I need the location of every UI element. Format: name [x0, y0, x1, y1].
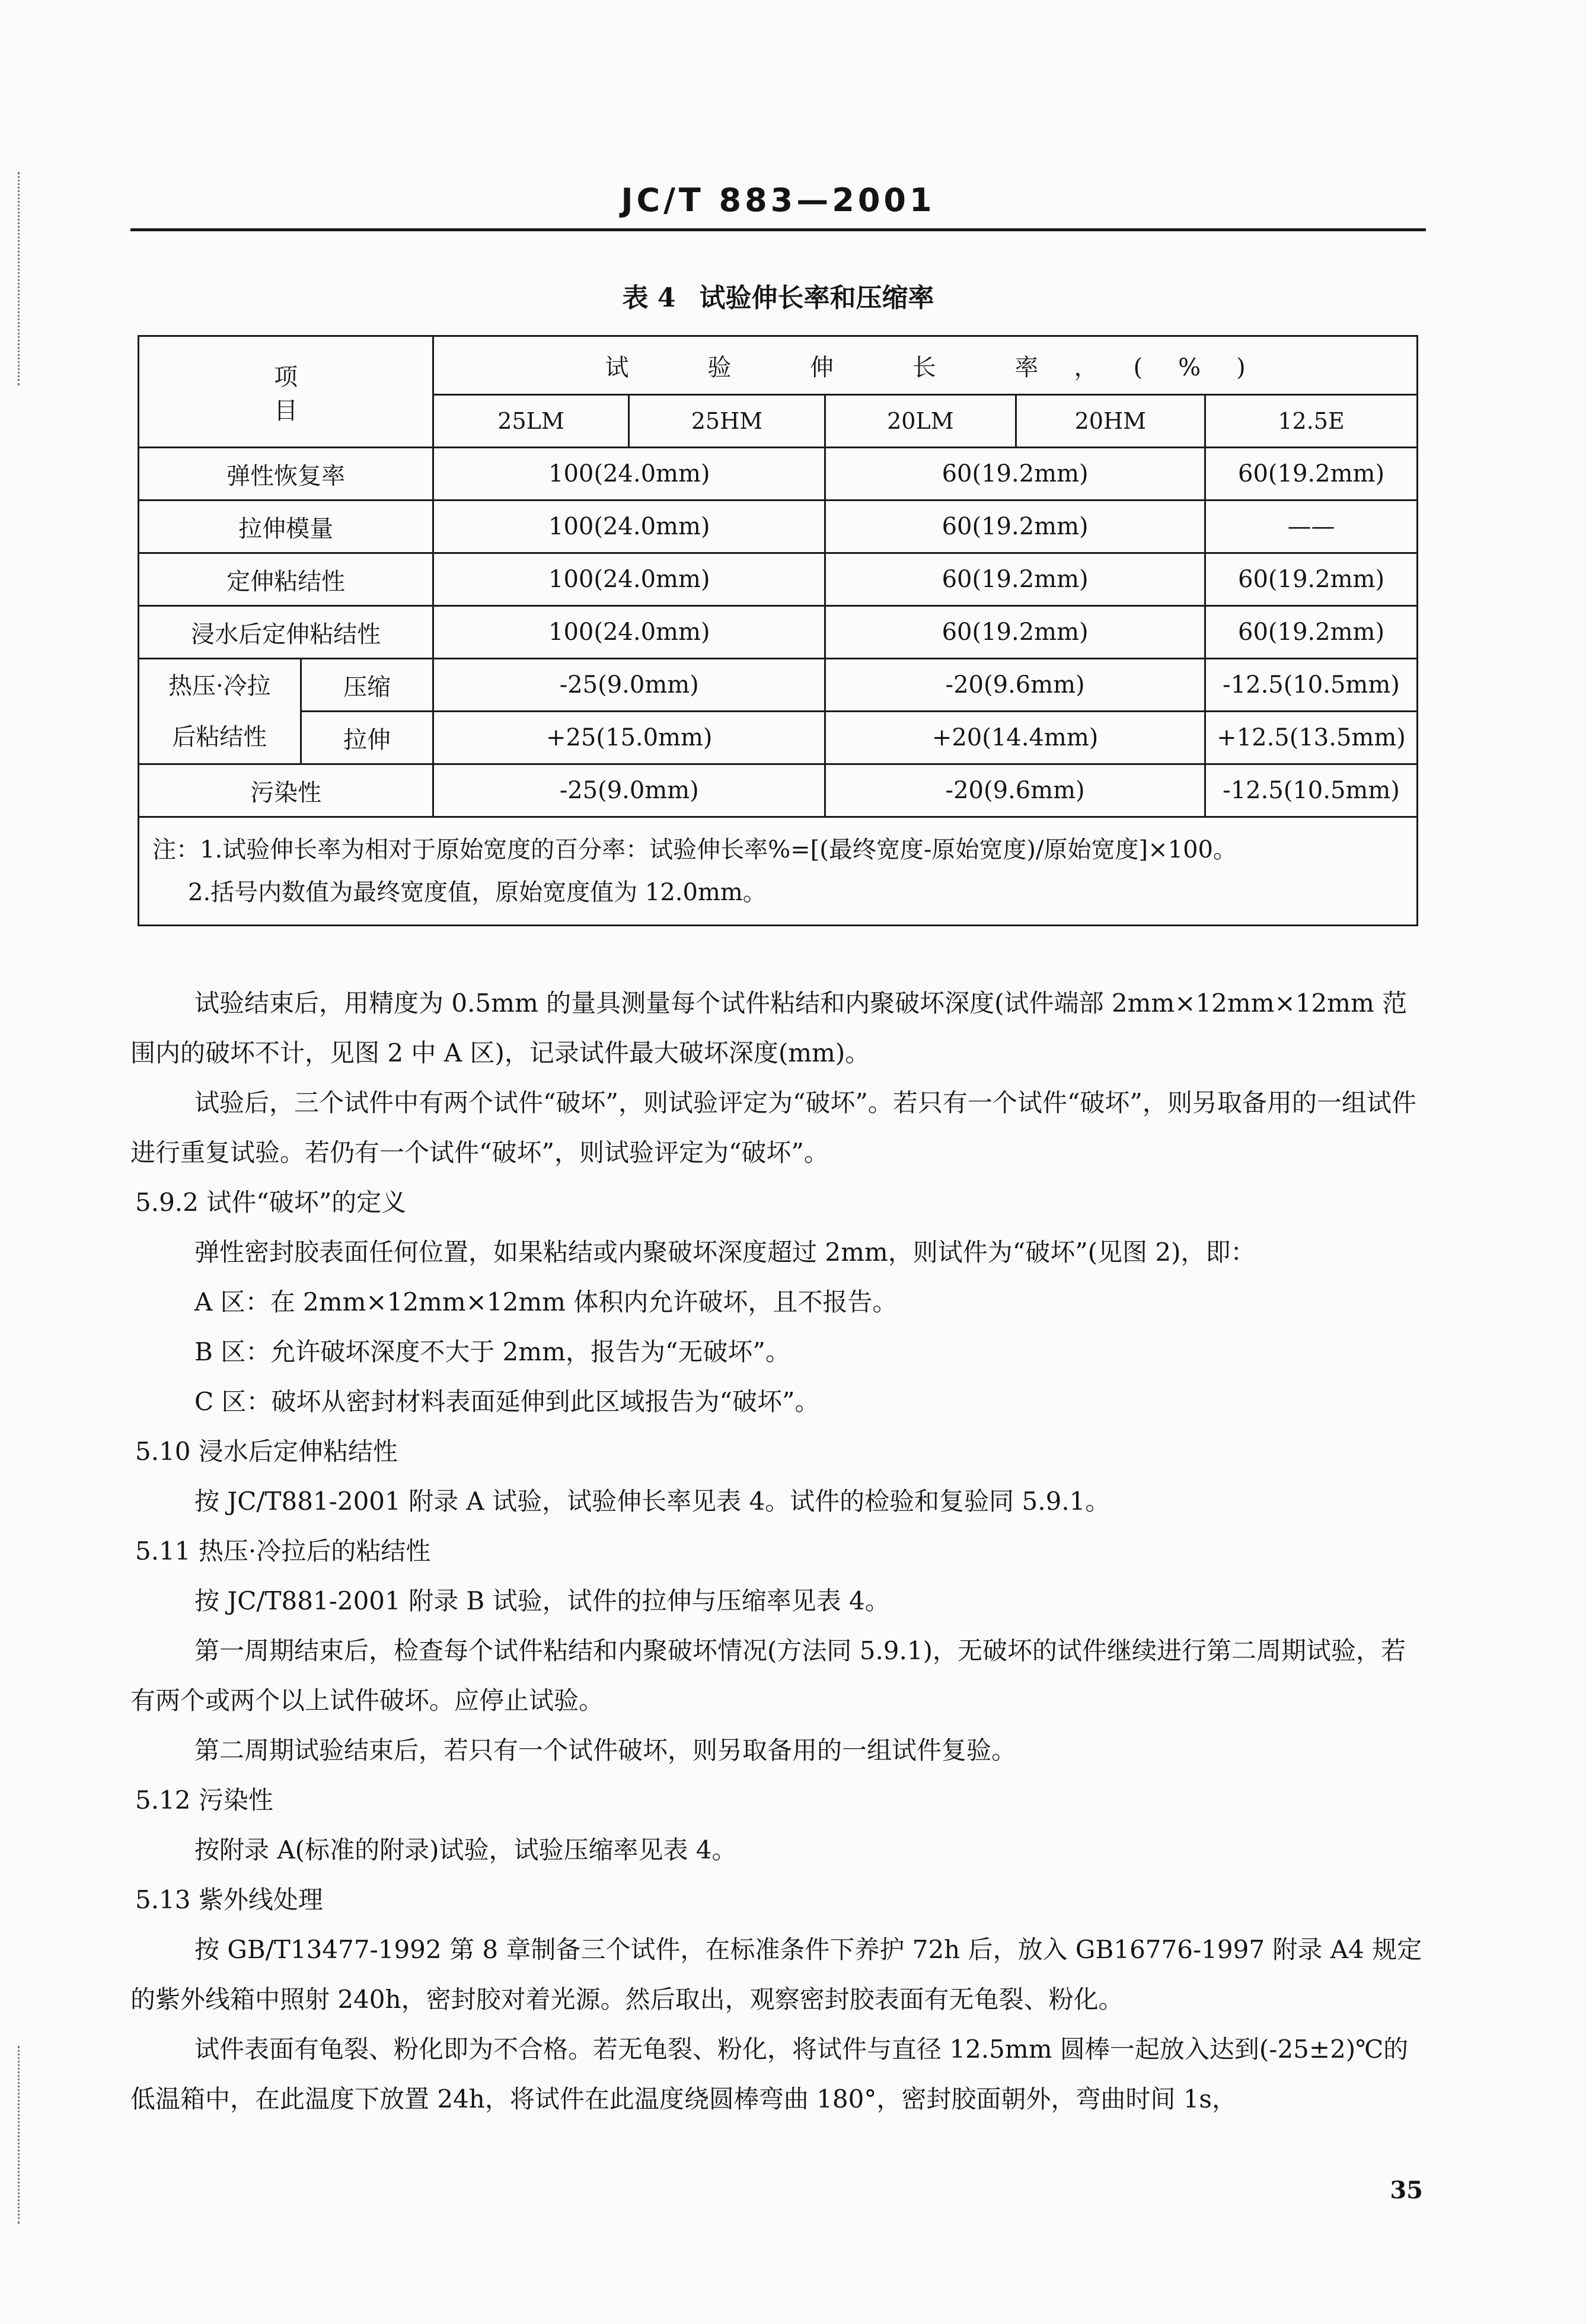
table-row — [139, 500, 1418, 553]
section-heading: 5.11 热压·冷拉后的粘结性 — [135, 1536, 431, 1566]
table-title — [130, 278, 1426, 319]
page-number: 35 — [1390, 2176, 1423, 2204]
table-cell: 100(24.0mm) — [433, 448, 825, 500]
table-cell: -25(9.0mm) — [433, 659, 825, 712]
table-note-line: 注：1.试验伸长率为相对于原始宽度的百分率：试验伸长率%=[(最终宽度-原始宽度)/原始宽度]×100。 — [152, 836, 1237, 863]
row-label: 压缩 — [301, 659, 433, 712]
paragraph: C 区：破坏从密封材料表面延伸到此区域报告为“破坏”。 — [194, 1387, 820, 1416]
table-cell: -12.5(10.5mm) — [1205, 764, 1418, 817]
paragraph: 按附录 A(标准的附录)试验，试验压缩率见表 4。 — [194, 1835, 737, 1864]
table-row — [139, 659, 1418, 712]
table-cell: -20(9.6mm) — [825, 659, 1205, 712]
row-label: 定伸粘结性 — [139, 553, 433, 606]
table-note — [139, 817, 1418, 926]
table-number: 表 4 — [622, 283, 676, 313]
table-row — [139, 606, 1418, 659]
table-cell: 60(19.2mm) — [1205, 606, 1418, 659]
table-row — [139, 448, 1418, 500]
elongation-group-header: 试 验 伸 长 率，(%) — [433, 336, 1418, 395]
document-code-header: JC/T 883—2001 — [621, 181, 936, 219]
paragraph: B 区：允许破坏深度不大于 2mm，报告为“无破坏”。 — [194, 1337, 790, 1366]
table-row — [139, 553, 1418, 606]
table-cell: -20(9.6mm) — [825, 764, 1205, 817]
paragraph: 弹性密封胶表面任何位置，如果粘结或内聚破坏深度超过 2mm，则试件为“破坏”(见图 2)，即： — [194, 1238, 1256, 1267]
header-rule — [130, 228, 1426, 231]
table-cell: 60(19.2mm) — [1205, 553, 1418, 606]
column-header: 12.5E — [1205, 395, 1418, 448]
table-cell: +20(14.4mm) — [825, 712, 1205, 764]
paragraph: 按 JC/T881-2001 附录 B 试验，试件的拉伸与压缩率见表 4。 — [194, 1586, 890, 1615]
paragraph: 按 GB/T13477-1992 第 8 章制备三个试件，在标准条件下养护 72h 后，放入 GB16776-1997 附录 A4 规定的紫外线箱中照射 240h，密封胶对着光源。然后取出，观察密封胶表面有无龟裂、粉化。 — [130, 1935, 1422, 2014]
row-group-label-bottom: 后粘结性 — [172, 723, 267, 751]
paragraph: 第一周期结束后，检查每个试件粘结和内聚破坏情况(方法同 5.9.1)，无破坏的试件继续进行第二周期试验，若有两个或两个以上试件破坏。应停止试验。 — [130, 1636, 1406, 1715]
column-header: 20HM — [1016, 395, 1205, 448]
table-cell: +12.5(13.5mm) — [1205, 712, 1418, 764]
table-note-line: 2.括号内数值为最终宽度值，原始宽度值为 12.0mm。 — [188, 879, 767, 906]
table-row — [139, 712, 1418, 764]
row-label: 拉伸 — [301, 712, 433, 764]
row-label: 弹性恢复率 — [139, 448, 433, 500]
table-cell: -25(9.0mm) — [433, 764, 825, 817]
section-heading: 5.10 浸水后定伸粘结性 — [135, 1437, 398, 1466]
column-header: 25HM — [628, 395, 825, 448]
elongation-table — [138, 335, 1418, 926]
paragraph: 按 JC/T881-2001 附录 A 试验，试验伸长率见表 4。试件的检验和复验同 5.9.1。 — [194, 1487, 1110, 1516]
table-note-row — [139, 817, 1418, 926]
row-label: 浸水后定伸粘结性 — [139, 606, 433, 659]
table-cell: 60(19.2mm) — [825, 553, 1205, 606]
table-cell: +25(15.0mm) — [433, 712, 825, 764]
row-label: 污染性 — [139, 764, 433, 817]
paragraph: A 区：在 2mm×12mm×12mm 体积内允许破坏，且不报告。 — [194, 1287, 898, 1316]
table-cell: -12.5(10.5mm) — [1205, 659, 1418, 712]
paragraph: 第二周期试验结束后，若只有一个试件破坏，则另取备用的一组试件复验。 — [194, 1736, 1017, 1765]
section-heading: 5.12 污染性 — [135, 1786, 273, 1815]
table-cell: 60(19.2mm) — [825, 448, 1205, 500]
column-header: 20LM — [825, 395, 1016, 448]
row-group-label — [139, 659, 301, 764]
table-cell: 60(19.2mm) — [1205, 448, 1418, 500]
table-cell: 100(24.0mm) — [433, 553, 825, 606]
table-cell: 60(19.2mm) — [825, 606, 1205, 659]
table-cell: —— — [1205, 500, 1418, 553]
table-cell: 100(24.0mm) — [433, 606, 825, 659]
section-heading: 5.9.2 试件“破坏”的定义 — [135, 1188, 407, 1217]
paragraph: 试验后，三个试件中有两个试件“破坏”，则试验评定为“破坏”。若只有一个试件“破坏”，则另取备用的一组试件进行重复试验。若仍有一个试件“破坏”，则试验评定为“破坏”。 — [130, 1088, 1416, 1167]
paragraph: 试件表面有龟裂、粉化即为不合格。若无龟裂、粉化，将试件与直径 12.5mm 圆棒一起放入达到(-25±2)℃的低温箱中，在此温度下放置 24h，将试件在此温度绕圆棒弯曲 180°，密封胶面朝外，弯曲时间 1s， — [130, 2035, 1409, 2113]
table-header-row — [139, 336, 1418, 395]
scan-margin-marks — [18, 172, 22, 385]
scan-margin-marks — [18, 2046, 22, 2224]
paragraph: 试验结束后，用精度为 0.5mm 的量具测量每个试件粘结和内聚破坏深度(试件端部 2mm×12mm×12mm 范围内的破坏不计，见图 2 中 A 区)，记录试件最大破坏深度(mm)。 — [130, 989, 1408, 1067]
table-row — [139, 764, 1418, 817]
item-header-cell: 项 目 — [139, 336, 433, 448]
row-group-label-top: 热压·冷拉 — [168, 672, 271, 700]
column-header: 25LM — [433, 395, 628, 448]
body-text — [130, 978, 1426, 2124]
row-label: 拉伸模量 — [139, 500, 433, 553]
section-heading: 5.13 紫外线处理 — [135, 1885, 323, 1914]
table-caption: 试验伸长率和压缩率 — [699, 283, 934, 313]
table-cell: 100(24.0mm) — [433, 500, 825, 553]
table-cell: 60(19.2mm) — [825, 500, 1205, 553]
